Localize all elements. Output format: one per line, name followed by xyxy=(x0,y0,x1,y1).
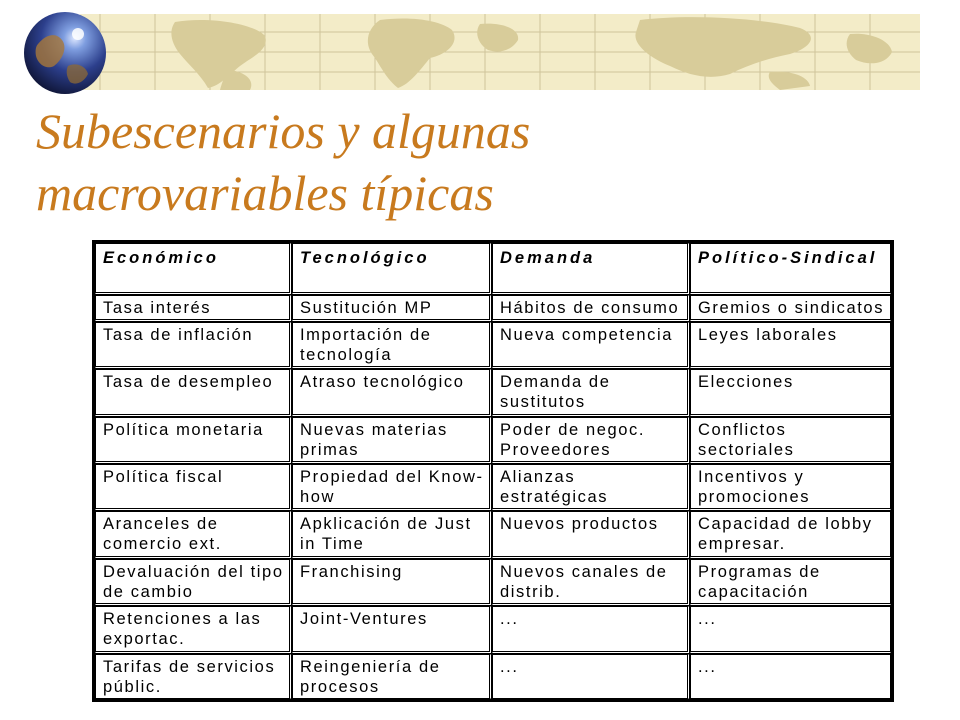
table-cell: Nuevos productos xyxy=(492,511,690,558)
table-cell: Hábitos de consumo xyxy=(492,295,690,322)
title-line-2: macrovariables típicas xyxy=(36,165,494,221)
world-map-graphic xyxy=(80,14,920,90)
globe-icon xyxy=(22,10,108,96)
header-banner xyxy=(0,0,960,100)
table-row xyxy=(95,464,891,511)
table-cell: Nuevas materias primas xyxy=(292,417,492,464)
header-economico: Económico xyxy=(95,243,292,295)
table-row xyxy=(95,417,891,464)
table-cell: Atraso tecnológico xyxy=(292,369,492,416)
table-cell: Tasa de desempleo xyxy=(95,369,292,416)
table-cell: Programas de capacitación xyxy=(690,559,891,606)
slide-title xyxy=(36,100,936,224)
title-line-1: Subescenarios y algunas xyxy=(36,103,531,159)
table-cell: Aranceles de comercio ext. xyxy=(95,511,292,558)
table-cell: Elecciones xyxy=(690,369,891,416)
header-politico-sindical: Político-Sindical xyxy=(690,243,891,295)
table-cell: Política fiscal xyxy=(95,464,292,511)
table-row xyxy=(95,322,891,369)
table-header-row xyxy=(95,243,891,295)
table-cell: Demanda de sustitutos xyxy=(492,369,690,416)
table-row xyxy=(95,606,891,653)
table-cell: ... xyxy=(690,606,891,653)
table-row xyxy=(95,511,891,558)
table-cell: ... xyxy=(492,606,690,653)
header-demanda: Demanda xyxy=(492,243,690,295)
table-row xyxy=(95,654,891,699)
table-cell: Tasa de inflación xyxy=(95,322,292,369)
table-cell: Propiedad del Know-how xyxy=(292,464,492,511)
table-cell: Reingeniería de procesos xyxy=(292,654,492,699)
table-cell: Capacidad de lobby empresar. xyxy=(690,511,891,558)
table-cell: ... xyxy=(690,654,891,699)
world-map-strip xyxy=(80,14,920,90)
table-cell: Nueva competencia xyxy=(492,322,690,369)
table-row xyxy=(95,559,891,606)
table-row xyxy=(95,369,891,416)
macrovariables-table xyxy=(92,240,894,702)
table-row xyxy=(95,295,891,322)
table-cell: Apklicación de Just in Time xyxy=(292,511,492,558)
table-cell: Retenciones a las exportac. xyxy=(95,606,292,653)
table-cell: Poder de negoc. Proveedores xyxy=(492,417,690,464)
table-cell: Incentivos y promociones xyxy=(690,464,891,511)
table-cell: Joint-Ventures xyxy=(292,606,492,653)
table-cell: Conflictos sectoriales xyxy=(690,417,891,464)
table-cell: Política monetaria xyxy=(95,417,292,464)
table-cell: ... xyxy=(492,654,690,699)
table-cell: Tarifas de servicios públic. xyxy=(95,654,292,699)
table-cell: Devaluación del tipo de cambio xyxy=(95,559,292,606)
table-cell: Importación de tecnología xyxy=(292,322,492,369)
table-cell: Nuevos canales de distrib. xyxy=(492,559,690,606)
table-cell: Franchising xyxy=(292,559,492,606)
header-tecnologico: Tecnológico xyxy=(292,243,492,295)
table-cell: Tasa interés xyxy=(95,295,292,322)
table-cell: Gremios o sindicatos xyxy=(690,295,891,322)
table-cell: Alianzas estratégicas xyxy=(492,464,690,511)
table-cell: Sustitución MP xyxy=(292,295,492,322)
table-cell: Leyes laborales xyxy=(690,322,891,369)
